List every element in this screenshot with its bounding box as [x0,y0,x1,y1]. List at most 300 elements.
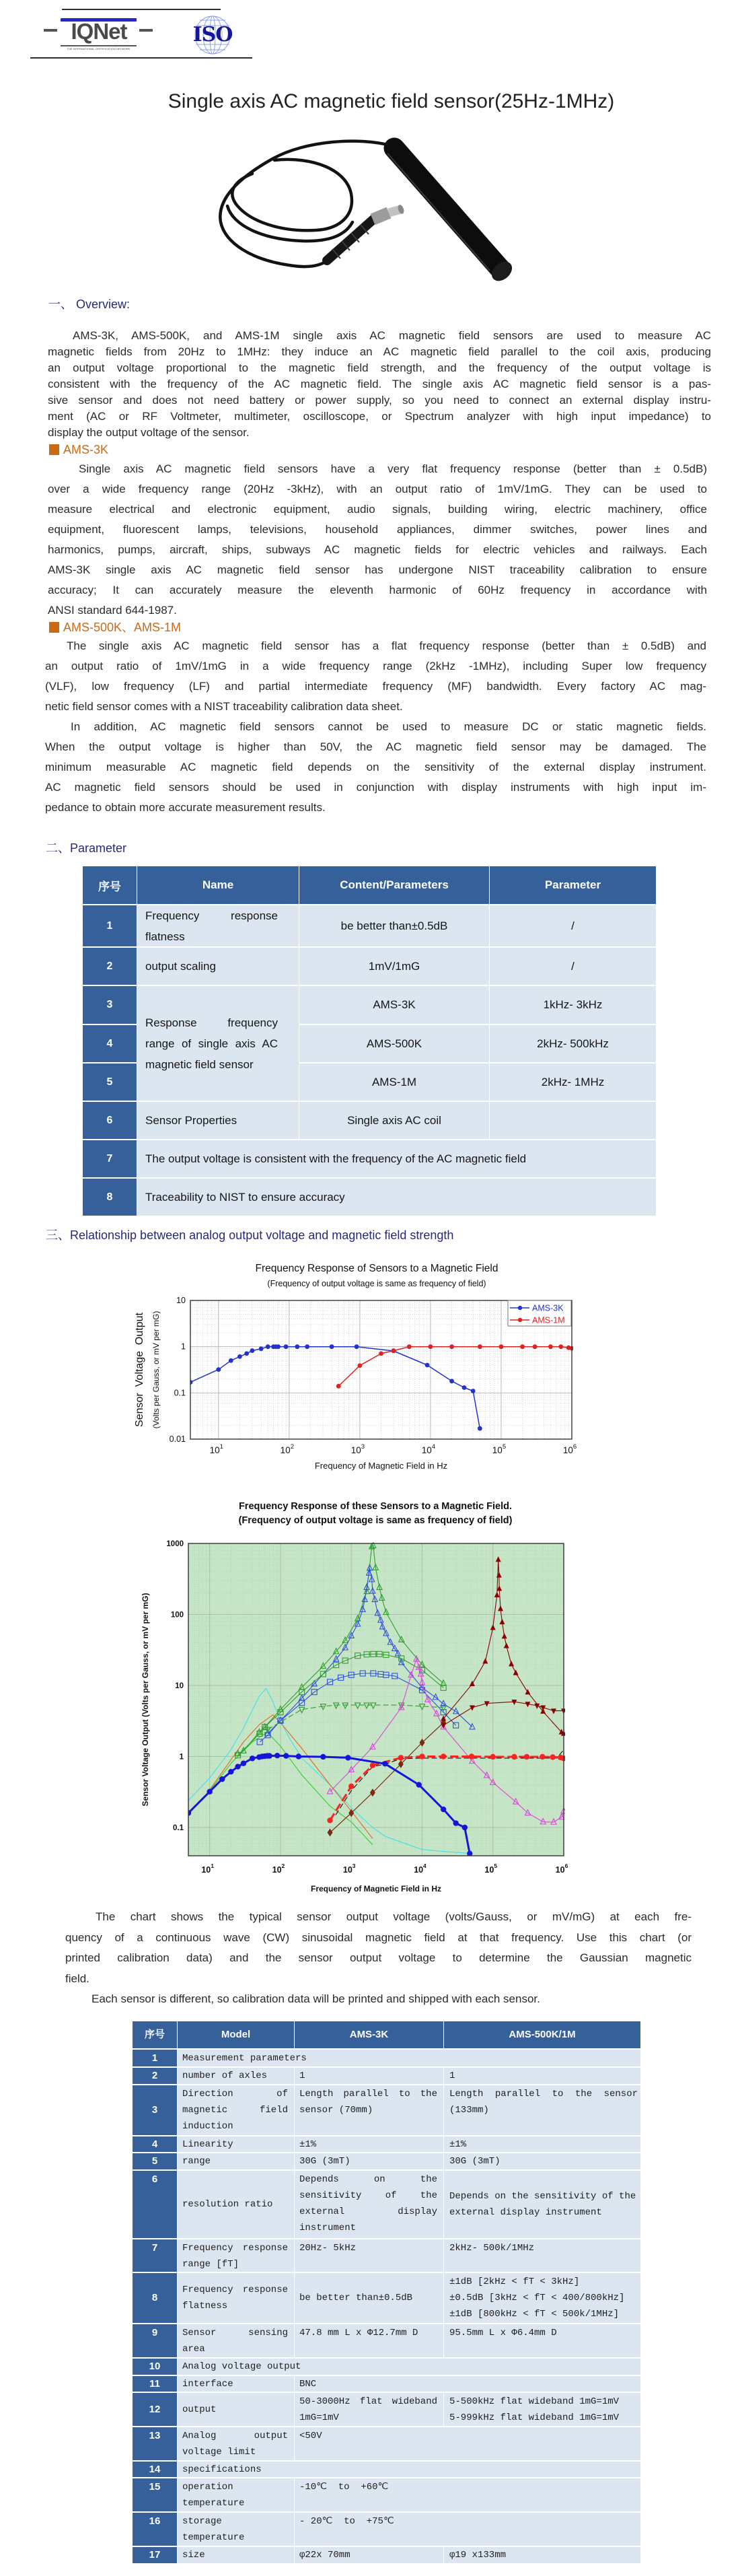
table-cell [178,2085,294,2135]
cell-text: Measurement parameters [182,2052,307,2064]
cell-text: Sensor Properties [145,1114,237,1127]
table-cell-wide [295,2513,640,2546]
sensor-cable [220,141,390,267]
text-line: equipment, fluorescent lamps, televisions, household appliances, dimmer switches, power lines and [48,523,707,536]
text-line: AC magnetic field sensors should be used in conjunction with display instruments with high input im- [45,781,706,794]
cell-text: number of axles [182,2070,268,2081]
ams-500k-1m-paragraph [45,636,706,717]
text-line: When the output voltage is higher than 50V, the AC magnetic field sensor may be damaged. The [45,740,706,753]
frequency-response-chart [121,1259,592,1474]
row-number: 1 [83,905,137,946]
table-cell [299,905,489,946]
x-axis-label: Frequency of Magnetic Field in Hz [310,1884,442,1893]
data-point [449,1344,454,1349]
ams-500k-1m-heading-text: AMS-500K、AMS-1M [63,621,182,634]
data-point [441,1807,446,1812]
text-line: In addition, AC magnetic field sensors cannot be used to measure DC or static magnetic fields. [71,720,706,733]
row-number: 2 [133,2068,177,2084]
text-line: printed calibration data) and the sensor output voltage to determine the Gaussian magnetic [65,1951,692,1964]
table-cell [295,2136,443,2152]
data-point [276,1344,281,1349]
text-line: The single axis AC magnetic field sensor has a flat frequency response (better than ± 0.5dB) and [67,639,706,652]
table-cell-wide [137,1140,656,1177]
row-number: 5 [133,2153,177,2169]
cell-text-line: 5-500kHz flat wideband 1mG=1mV [449,2396,620,2407]
cell-text: AMS-3K [373,998,416,1011]
data-point [283,1753,289,1758]
table-header-cell: Parameter [490,866,656,904]
table-cell [299,986,489,1024]
cell-text: specifications [182,2464,262,2475]
table-cell [490,948,656,985]
data-point [216,1367,221,1372]
sensor-probe [387,148,516,285]
x-tick-label [563,1443,577,1455]
chart-subtitle: (Frequency of output voltage is same as frequency of field) [267,1279,486,1288]
table-cell-wide [178,2050,640,2066]
cell-text: 2kHz- 1MHz [541,1075,605,1088]
data-point [520,1344,525,1349]
text-line: over a wide frequency range (20Hz -3kHz), with an output ratio of 1mV/1mG. They can be used to [48,483,707,495]
data-point [540,1754,545,1760]
row-number: 6 [83,1102,137,1139]
data-point [429,1344,433,1349]
cell-text: Traceability to NIST to ensure accuracy [145,1190,345,1204]
cell-text: 20Hz- 5kHz [299,2243,357,2254]
row-number: 12 [133,2393,177,2426]
text-line: magnetic fields from 20Hz to 1MHz: they induce an AC magnetic field parallel to the coil axis, producing [48,345,711,358]
data-point [229,1358,233,1363]
x-tick-exponent: 2 [281,1863,285,1869]
data-point [266,1344,270,1349]
row-number: 9 [133,2324,177,2357]
row-number: 14 [133,2462,177,2477]
x-tick-base: 10 [414,1865,424,1875]
table-cell [295,2273,443,2323]
cell-text: <50V [299,2431,322,2441]
y-tick-label: 0.01 [169,1434,186,1444]
data-point [416,1782,421,1787]
ams-500k-1m-heading [49,619,181,635]
data-point [327,1817,332,1823]
legend-swatch-marker [518,1306,522,1310]
cell-text: 50-3000Hz flat wideband 1mG=1mV [299,2396,437,2423]
table-cell-wide [295,2427,640,2460]
cell-text: Frequency response flatness [182,2285,288,2311]
data-point [228,1769,233,1774]
data-point [548,1344,553,1349]
text-line: (VLF), low frequency (LF) and partial intermediate frequency (MF) bandwidth. Every factory AC mag- [45,680,706,693]
table-cell [178,2513,294,2546]
text-line: harmonics, pumps, aircraft, ships, subways AC magnetic fields for electric vehicles and railways. Each [48,543,707,556]
iqnet-logo-tagline: THE INTERNATIONAL CERTIFICATION NETWORK [67,47,131,50]
table-cell [490,905,656,946]
table-header-cell: 序号 [133,2021,177,2048]
data-point [259,1346,264,1351]
y-tick-label: 100 [170,1611,184,1620]
data-point [250,1348,255,1353]
cell-text: φ19 x133mm [449,2550,507,2561]
table-cell-wide [137,1179,656,1216]
cell-text: operation temperature [182,2482,245,2509]
cell-text: 2kHz- 500k/1MHz [449,2243,535,2254]
x-tick-label [343,1863,356,1875]
cell-text: The output voltage is consistent with the frequency of the AC magnetic field [145,1152,527,1165]
table-cell [137,1102,299,1139]
cell-text: Analog output voltage limit [182,2431,288,2458]
cell-text: 95.5mm L x Φ6.4mm D [449,2328,557,2338]
data-point [419,1753,424,1759]
product-photo [188,121,525,303]
text-line: pedance to obtain more accurate measurement results. [45,801,326,814]
row-number: 16 [133,2513,177,2546]
table-cell [444,2171,640,2238]
x-tick-label [556,1863,568,1875]
data-point [284,1344,289,1349]
cell-text: 30G (3mT) [299,2156,350,2167]
x-tick-base: 10 [421,1445,432,1455]
table-cell [295,2239,443,2272]
table-cell [178,2478,294,2511]
data-point [499,1344,504,1349]
x-tick-label [210,1443,223,1455]
table-cell [295,2085,443,2135]
data-point [462,1385,467,1390]
iqnet-logo-underline [61,45,137,46]
table-cell [295,2324,443,2357]
text-line: Each sensor is different, so calibration data will be printed and shipped with each sensor. [91,1992,540,2005]
cell-text: 30G (3mT) [449,2156,501,2167]
table-cell [490,1064,656,1101]
overview-paragraph [48,328,711,441]
usage-note-paragraph [45,717,706,818]
table-cell [299,948,489,985]
x-tick-base: 10 [272,1865,282,1875]
data-point [295,1344,299,1349]
cell-text: -10℃ to +60℃ [299,2482,389,2493]
data-point [235,1764,240,1769]
table-cell [178,2427,294,2460]
table-cell-wide [295,2478,640,2511]
text-line: minimum measurable AC magnetic field depends on the sensitivity of the external display instrument. [45,761,706,773]
data-point [462,1825,468,1830]
cell-text: Linearity [182,2138,233,2150]
cell-text-line: ±1dB [800kHz < fT < 500k/1MHz] [449,2309,620,2320]
cell-text: Sensor sensing area [182,2328,288,2355]
x-tick-base: 10 [209,1445,220,1455]
parameter-heading: 二、Parameter [46,841,127,855]
cell-text: 1mV/1mG [368,959,420,973]
x-tick-exponent: 5 [502,1443,507,1451]
table-cell [299,1064,489,1101]
cell-text: Single axis AC coil [347,1113,441,1127]
row-number: 10 [133,2359,177,2375]
row-number: 5 [83,1064,137,1101]
table-cell [178,2273,294,2323]
table-cell [299,1102,489,1139]
data-point [370,1762,375,1768]
chart-explanation-paragraph [65,1907,692,1989]
table-cell [178,2239,294,2272]
data-point [392,1348,396,1353]
cell-text: Length parallel to the sensor (70mm) [299,2089,437,2116]
table-cell-merged [137,986,299,1101]
cell-text: resolution ratio [182,2199,273,2210]
cell-text: 2kHz- 500kHz [537,1037,609,1050]
x-tick-exponent: 3 [352,1863,356,1869]
table-cell [490,1102,656,1139]
x-tick-label [201,1863,214,1875]
overview-heading: 一、 Overview: [48,298,131,311]
y-tick-label: 1000 [166,1540,184,1548]
data-point [244,1351,249,1356]
row-number: 17 [133,2547,177,2563]
data-point [266,1753,272,1758]
text-line: display the output voltage of the sensor. [48,426,250,439]
table-header-cell: Content/Parameters [299,866,489,904]
table-cell [178,2136,294,2152]
y-tick-label: 0.1 [174,1388,186,1398]
relationship-heading: 三、Relationship between analog output voltage and magnetic field strength [46,1228,454,1242]
iqnet-logo-dash-left [44,29,57,32]
cell-text: output [182,2404,217,2415]
table-cell-wide [178,2462,640,2477]
x-tick-base: 10 [350,1445,361,1455]
table-cell [444,2393,640,2426]
cell-text-line: ±1dB [2kHz < fT < 3kHz] [449,2276,580,2287]
x-tick-base: 10 [492,1445,503,1455]
cell-text: be better than±0.5dB [340,919,448,932]
table-cell [295,2153,443,2169]
parameter-table [83,866,656,1216]
data-point [511,1754,517,1760]
data-point [550,1754,555,1760]
cell-text-lines [444,2274,640,2322]
table-cell [178,2068,294,2084]
data-point [357,1363,362,1368]
x-tick-exponent: 4 [431,1443,436,1451]
x-tick-base: 10 [280,1445,291,1455]
y-axis-sublabel: (Volts per Gauss, or mV per mG) [151,1311,161,1429]
y-tick-label: 1 [179,1753,184,1762]
cell-text: range [182,2156,211,2167]
row-number: 4 [133,2136,177,2152]
table-cell [178,2547,294,2563]
square-bullet-icon [49,622,59,633]
cell-text: AMS-1M [371,1075,417,1088]
text-line: consistent with the frequency of the AC magnetic field. The single axis AC magnetic field sensor is a pas- [48,378,711,390]
table-cell [178,2153,294,2169]
table-cell [137,948,299,985]
table-cell [444,2324,640,2357]
text-line: sive sensor and does not need battery or power supply, so you need to connect an external display instru- [48,394,711,407]
table-cell [295,2547,443,2563]
row-number: 1 [133,2050,177,2066]
cell-text: 1kHz- 3kHz [543,998,603,1011]
header-top-rule [62,9,221,10]
x-tick-label [414,1863,427,1875]
table-cell [444,2136,640,2152]
table-header-cell: AMS-500K/1M [444,2021,640,2048]
x-tick-base: 10 [555,1865,565,1875]
row-number: 8 [83,1179,137,1216]
square-bullet-icon [49,444,59,455]
data-point [330,1344,334,1349]
x-tick-exponent: 1 [219,1443,223,1451]
text-line: AMS-3K, AMS-500K, and AMS-1M single axis AC magnetic field sensors are used to measure AC [73,329,711,342]
x-axis-label: Frequency of Magnetic Field in Hz [314,1461,448,1471]
data-point [407,1344,412,1349]
ams-3k-paragraph [48,459,707,621]
x-tick-exponent: 3 [361,1443,365,1451]
specification-table [133,2021,640,2563]
row-number: 15 [133,2478,177,2511]
cell-text: - 20℃ to +75℃ [299,2516,394,2527]
row-number: 6 [133,2171,177,2238]
x-tick-exponent: 5 [494,1863,498,1869]
iqnet-logo-text: IQNet [71,19,127,44]
text-line: accuracy; It can accurately measure the eleventh harmonic of 60Hz frequency in accordance with [48,584,707,596]
data-point [449,1379,454,1383]
table-header-cell: AMS-3K [295,2021,443,2048]
text-line: an output voltage proportional to the magnetic field strength, and the frequency of the output voltage is [48,361,711,374]
table-header-cell: Name [137,866,299,904]
x-tick-label [281,1443,294,1455]
legend-label: AMS-1M [532,1315,565,1325]
x-tick-exponent: 6 [564,1863,568,1869]
data-point [348,1784,354,1789]
data-point [219,1776,225,1782]
data-point [237,1354,242,1359]
cell-text: / [571,959,575,973]
text-line: ANSI standard 644-1987. [48,604,177,617]
data-point [524,1754,529,1760]
legend-label: AMS-3K [532,1303,564,1313]
data-point [250,1755,255,1761]
data-point [274,1753,280,1758]
text-line: an output ratio of 1mV/1mG in a wide frequency range (2kHz -1MHz), including Super low frequency [45,660,706,672]
cell-text: Response frequency range of single axis AC magnetic field sensor [145,1016,278,1071]
table-cell [137,905,299,946]
data-point [241,1761,246,1766]
row-number: 4 [83,1025,137,1062]
table-header-cell: Model [178,2021,294,2048]
cell-text-line: 5-999kHz flat wideband 1mG=1mV [449,2412,620,2423]
cell-text: Length parallel to the sensor (133mm) [449,2089,638,2116]
y-tick-label: 0.1 [173,1824,184,1833]
cell-text: Frequency response flatness [145,909,278,943]
multi-sensor-frequency-response-chart [121,1494,592,1898]
chart-title: Frequency Response of these Sensors to a Magnetic Field. [238,1501,513,1512]
x-tick-exponent: 1 [211,1863,215,1869]
data-point [478,1426,482,1431]
table-cell [295,2393,443,2426]
table-cell-wide [178,2359,640,2375]
row-number: 7 [133,2239,177,2272]
data-point [441,1753,446,1759]
row-number: 2 [83,948,137,985]
table-cell [299,1025,489,1062]
x-tick-label [422,1443,435,1455]
bnc-connector [327,204,405,260]
table-cell [295,2068,443,2084]
data-point [490,1754,496,1760]
table-cell [295,2171,443,2238]
table-cell [444,2239,640,2272]
y-axis-label: Sensor Voltage Output (Volts per Gauss, or mV per mG) [141,1593,150,1807]
row-number: 3 [133,2085,177,2135]
chart-legend [508,1300,571,1326]
data-point [355,1344,359,1349]
data-point [471,1389,476,1393]
text-line: The chart shows the typical sensor output voltage (volts/Gauss, or mV/mG) at each fre- [96,1910,692,1923]
cell-text: Frequency response range [fT] [182,2243,288,2270]
cell-text: 1 [449,2070,455,2081]
x-tick-exponent: 6 [572,1443,577,1451]
table-cell-wide [295,2376,640,2392]
data-point [382,1761,387,1766]
cell-text: 47.8 mm L x Φ12.7mm D [299,2328,418,2338]
iso-logo-text: ISO [192,23,233,46]
cell-text: output scaling [145,960,216,973]
cell-text: size [182,2550,205,2561]
cell-text: ±1% [299,2138,317,2150]
table-cell [178,2376,294,2392]
cell-text: / [571,919,575,932]
table-cell [178,2171,294,2238]
row-number: 13 [133,2427,177,2460]
cell-text-lines [444,2394,640,2426]
data-point [345,1755,350,1760]
table-cell [490,1025,656,1062]
cell-text: be better than±0.5dB [299,2293,413,2303]
ams-3k-heading-text: AMS-3K [63,443,109,456]
cell-text: φ22x 70mm [299,2550,350,2561]
data-point [478,1344,482,1349]
x-tick-base: 10 [562,1445,573,1455]
cell-text: storage temperature [182,2516,245,2543]
x-tick-label [272,1863,285,1875]
text-line: field. [65,1972,89,1985]
row-number: 11 [133,2376,177,2392]
data-point [425,1363,430,1368]
x-tick-base: 10 [342,1865,353,1875]
data-point [379,1351,383,1356]
x-tick-label [351,1443,365,1455]
table-cell [444,2273,640,2323]
table-cell [444,2085,640,2135]
row-number: 8 [133,2273,177,2323]
header-bottom-rule [30,57,252,59]
text-line: measure electrical and electronic equipment, audio signals, building wiring, electric machinery, office [48,503,707,516]
y-tick-label: 10 [176,1296,186,1305]
data-point [305,1344,309,1349]
table-cell [444,2068,640,2084]
cell-text: ±1% [449,2138,467,2150]
x-tick-label [492,1443,506,1455]
table-cell [178,2324,294,2357]
data-point [320,1754,326,1760]
page-title: Single axis AC magnetic field sensor(25Hz-1MHz) [168,90,615,112]
text-line: AMS-3K single axis AC magnetic field sensor has undergone NIST traceability calibration to ensure [48,563,707,576]
text-line: ment (AC or RF Voltmeter, multimeter, oscilloscope, or Spectrum analyzer with high input impedance) to [48,410,711,423]
data-point [398,1755,404,1760]
text-line: Single axis AC magnetic field sensors have a very flat frequency response (better than ± 0.5dB) [79,462,707,475]
table-cell [178,2393,294,2426]
legend-swatch-marker [518,1318,522,1322]
table-cell [444,2547,640,2563]
row-number: 7 [83,1140,137,1177]
